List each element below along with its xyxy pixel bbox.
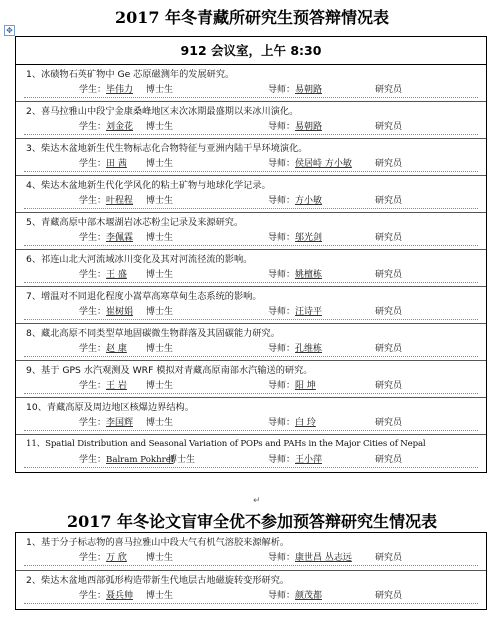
degree: 博士生 xyxy=(146,233,174,243)
student-advisor-line xyxy=(24,590,478,604)
thesis-title: 10、青藏高原及周边地区核爆边界结构。 xyxy=(26,402,194,413)
student-name: 万 欣 xyxy=(106,553,127,563)
degree: 博士生 xyxy=(146,270,174,280)
table-row xyxy=(16,435,486,472)
degree: 博士生 xyxy=(146,591,174,601)
thesis-title: 9、基于 GPS 水汽观测及 WRF 模拟对青藏高原南部水汽输送的研究。 xyxy=(26,365,313,376)
thesis-title: 5、青藏高原中部木堰湖岩冰芯粉尘记录及来源研究。 xyxy=(26,217,244,228)
advisor-title: 研究员 xyxy=(375,455,403,465)
degree: 博士生 xyxy=(146,418,174,428)
degree: 博士生 xyxy=(146,122,174,132)
advisor-name: 颜茂都 xyxy=(295,591,323,601)
advisor-name: 孔维栋 xyxy=(295,344,323,354)
advisor-name: 易朝路 xyxy=(295,85,323,95)
student-label: 学生： xyxy=(79,196,107,206)
student-label: 学生： xyxy=(79,159,107,169)
degree: 博士生 xyxy=(146,196,174,206)
advisor-title: 研究员 xyxy=(375,122,403,132)
advisor-name: 阳 坤 xyxy=(295,381,316,391)
student-name: 聂兵帅 xyxy=(106,591,134,601)
student-name: 田 茜 xyxy=(106,159,127,169)
thesis-title: 2、喜马拉雅山中段宁金康桑峰地区末次冰期最盛期以来冰川演化。 xyxy=(26,106,299,117)
student-name: 李佩霖 xyxy=(106,233,134,243)
student-advisor-line xyxy=(24,380,478,394)
advisor-title: 研究员 xyxy=(375,196,403,206)
student-label: 学生： xyxy=(79,233,107,243)
advisor-title: 研究员 xyxy=(375,233,403,243)
student-name: 崔树娟 xyxy=(106,307,134,317)
student-name: 刘金花 xyxy=(106,122,134,132)
advisor-label: 导师： xyxy=(268,233,296,243)
table-move-handle-icon[interactable]: ✥ xyxy=(4,25,15,36)
student-advisor-line xyxy=(24,269,478,283)
advisor-name: 方小敏 xyxy=(295,196,323,206)
advisor-title: 研究员 xyxy=(375,591,403,601)
student-advisor-line xyxy=(24,158,478,172)
degree: 博士生 xyxy=(146,553,174,563)
thesis-title: 4、柴达木盆地新生代化学风化的粘土矿物与地球化学记录。 xyxy=(26,180,271,191)
thesis-title: 7、增温对不同退化程度小嵩草高寒草甸生态系统的影响。 xyxy=(26,291,262,302)
student-name: 叶程程 xyxy=(106,196,134,206)
student-label: 学生： xyxy=(79,591,107,601)
paragraph-mark: ↵ xyxy=(253,496,261,506)
advisor-title: 研究员 xyxy=(375,270,403,280)
table-row xyxy=(16,398,486,435)
student-advisor-line xyxy=(24,343,478,357)
advisor-label: 导师： xyxy=(268,344,296,354)
degree: 博士生 xyxy=(146,85,174,95)
student-name: 李国辉 xyxy=(106,418,134,428)
table2-title: 2017 年冬论文盲审全优不参加预答辩研究生情况表 xyxy=(66,512,438,531)
advisor-label: 导师： xyxy=(268,307,296,317)
advisor-name: 姚檀栋 xyxy=(295,270,323,280)
degree: 博士生 xyxy=(146,344,174,354)
thesis-title: 6、祁连山北大河流域冰川变化及其对河流径流的影响。 xyxy=(26,254,253,265)
table-row xyxy=(16,213,486,250)
student-name: 赵 康 xyxy=(106,344,127,354)
student-advisor-line xyxy=(24,232,478,246)
thesis-title: 1、基于分子标志物的喜马拉雅山中段大气有机气溶胶来源解析。 xyxy=(26,537,290,548)
student-advisor-line xyxy=(24,84,478,98)
advisor-label: 导师： xyxy=(268,418,296,428)
degree: 博士生 xyxy=(146,159,174,169)
thesis-title: 8、藏北高原不同类型草地固碳微生物群落及其固碳能力研究。 xyxy=(26,328,280,339)
table-row xyxy=(16,102,486,139)
student-name: 王 岩 xyxy=(106,381,127,391)
student-label: 学生： xyxy=(79,344,107,354)
advisor-title: 研究员 xyxy=(375,344,403,354)
student-label: 学生： xyxy=(79,455,107,465)
thesis-title: 1、冰碛物石英矿物中 Ge 芯原磁测年的发展研究。 xyxy=(26,69,235,80)
table-row xyxy=(16,571,486,609)
degree: 博士生 xyxy=(168,455,196,465)
advisor-title: 研究员 xyxy=(375,159,403,169)
advisor-label: 导师： xyxy=(268,270,296,280)
student-label: 学生： xyxy=(79,270,107,280)
advisor-label: 导师： xyxy=(268,591,296,601)
predefense-table xyxy=(15,36,487,473)
degree: 博士生 xyxy=(146,381,174,391)
advisor-label: 导师： xyxy=(268,381,296,391)
student-label: 学生： xyxy=(79,122,107,132)
exempt-table xyxy=(15,532,487,610)
advisor-name: 王小萍 xyxy=(295,455,323,465)
degree: 博士生 xyxy=(146,307,174,317)
student-advisor-line xyxy=(24,417,478,431)
advisor-name: 汪诗平 xyxy=(295,307,323,317)
table-row xyxy=(16,139,486,176)
advisor-label: 导师： xyxy=(268,159,296,169)
table1-title: 2017 年冬青藏所研究生预答辩情况表 xyxy=(114,8,390,27)
student-label: 学生： xyxy=(79,381,107,391)
student-name: Balram Pokhrel xyxy=(106,455,174,465)
advisor-title: 研究员 xyxy=(375,85,403,95)
advisor-name: 白 玲 xyxy=(295,418,316,428)
advisor-title: 研究员 xyxy=(375,307,403,317)
table-row xyxy=(16,176,486,213)
student-advisor-line xyxy=(24,121,478,135)
advisor-title: 研究员 xyxy=(375,381,403,391)
advisor-name: 易朝路 xyxy=(295,122,323,132)
table-row xyxy=(16,361,486,398)
student-label: 学生： xyxy=(79,85,107,95)
session-header: 912 会议室，上午 8:30 xyxy=(16,37,486,65)
advisor-label: 导师： xyxy=(268,85,296,95)
student-label: 学生： xyxy=(79,418,107,428)
advisor-label: 导师： xyxy=(268,553,296,563)
table-row xyxy=(16,250,486,287)
advisor-label: 导师： xyxy=(268,122,296,132)
advisor-name: 邬光剑 xyxy=(295,233,323,243)
table-row xyxy=(16,324,486,361)
advisor-label: 导师： xyxy=(268,455,296,465)
table-row xyxy=(16,65,486,102)
student-label: 学生： xyxy=(79,553,107,563)
student-advisor-line xyxy=(24,306,478,320)
advisor-name: 侯居峙 方小敏 xyxy=(295,159,352,169)
student-name: 毕伟力 xyxy=(106,85,134,95)
thesis-title: 3、柴达木盆地新生代生物标志化合物特征与亚洲内陆干旱环境演化。 xyxy=(26,143,308,154)
thesis-title: 11、Spatial Distribution and Seasonal Variation of POPs and PAHs in the Major Cities of Nepal xyxy=(26,439,426,449)
thesis-title: 2、柴达木盆地西部弧形构造带新生代地层古地磁旋转变形研究。 xyxy=(26,575,290,586)
table-row xyxy=(16,287,486,324)
student-advisor-line xyxy=(24,454,478,468)
advisor-name: 康世昌 丛志远 xyxy=(295,553,352,563)
advisor-title: 研究员 xyxy=(375,553,403,563)
advisor-label: 导师： xyxy=(268,196,296,206)
student-name: 王 盛 xyxy=(106,270,127,280)
student-advisor-line xyxy=(24,195,478,209)
student-advisor-line xyxy=(24,552,478,566)
table-row xyxy=(16,533,486,571)
advisor-title: 研究员 xyxy=(375,418,403,428)
student-label: 学生： xyxy=(79,307,107,317)
